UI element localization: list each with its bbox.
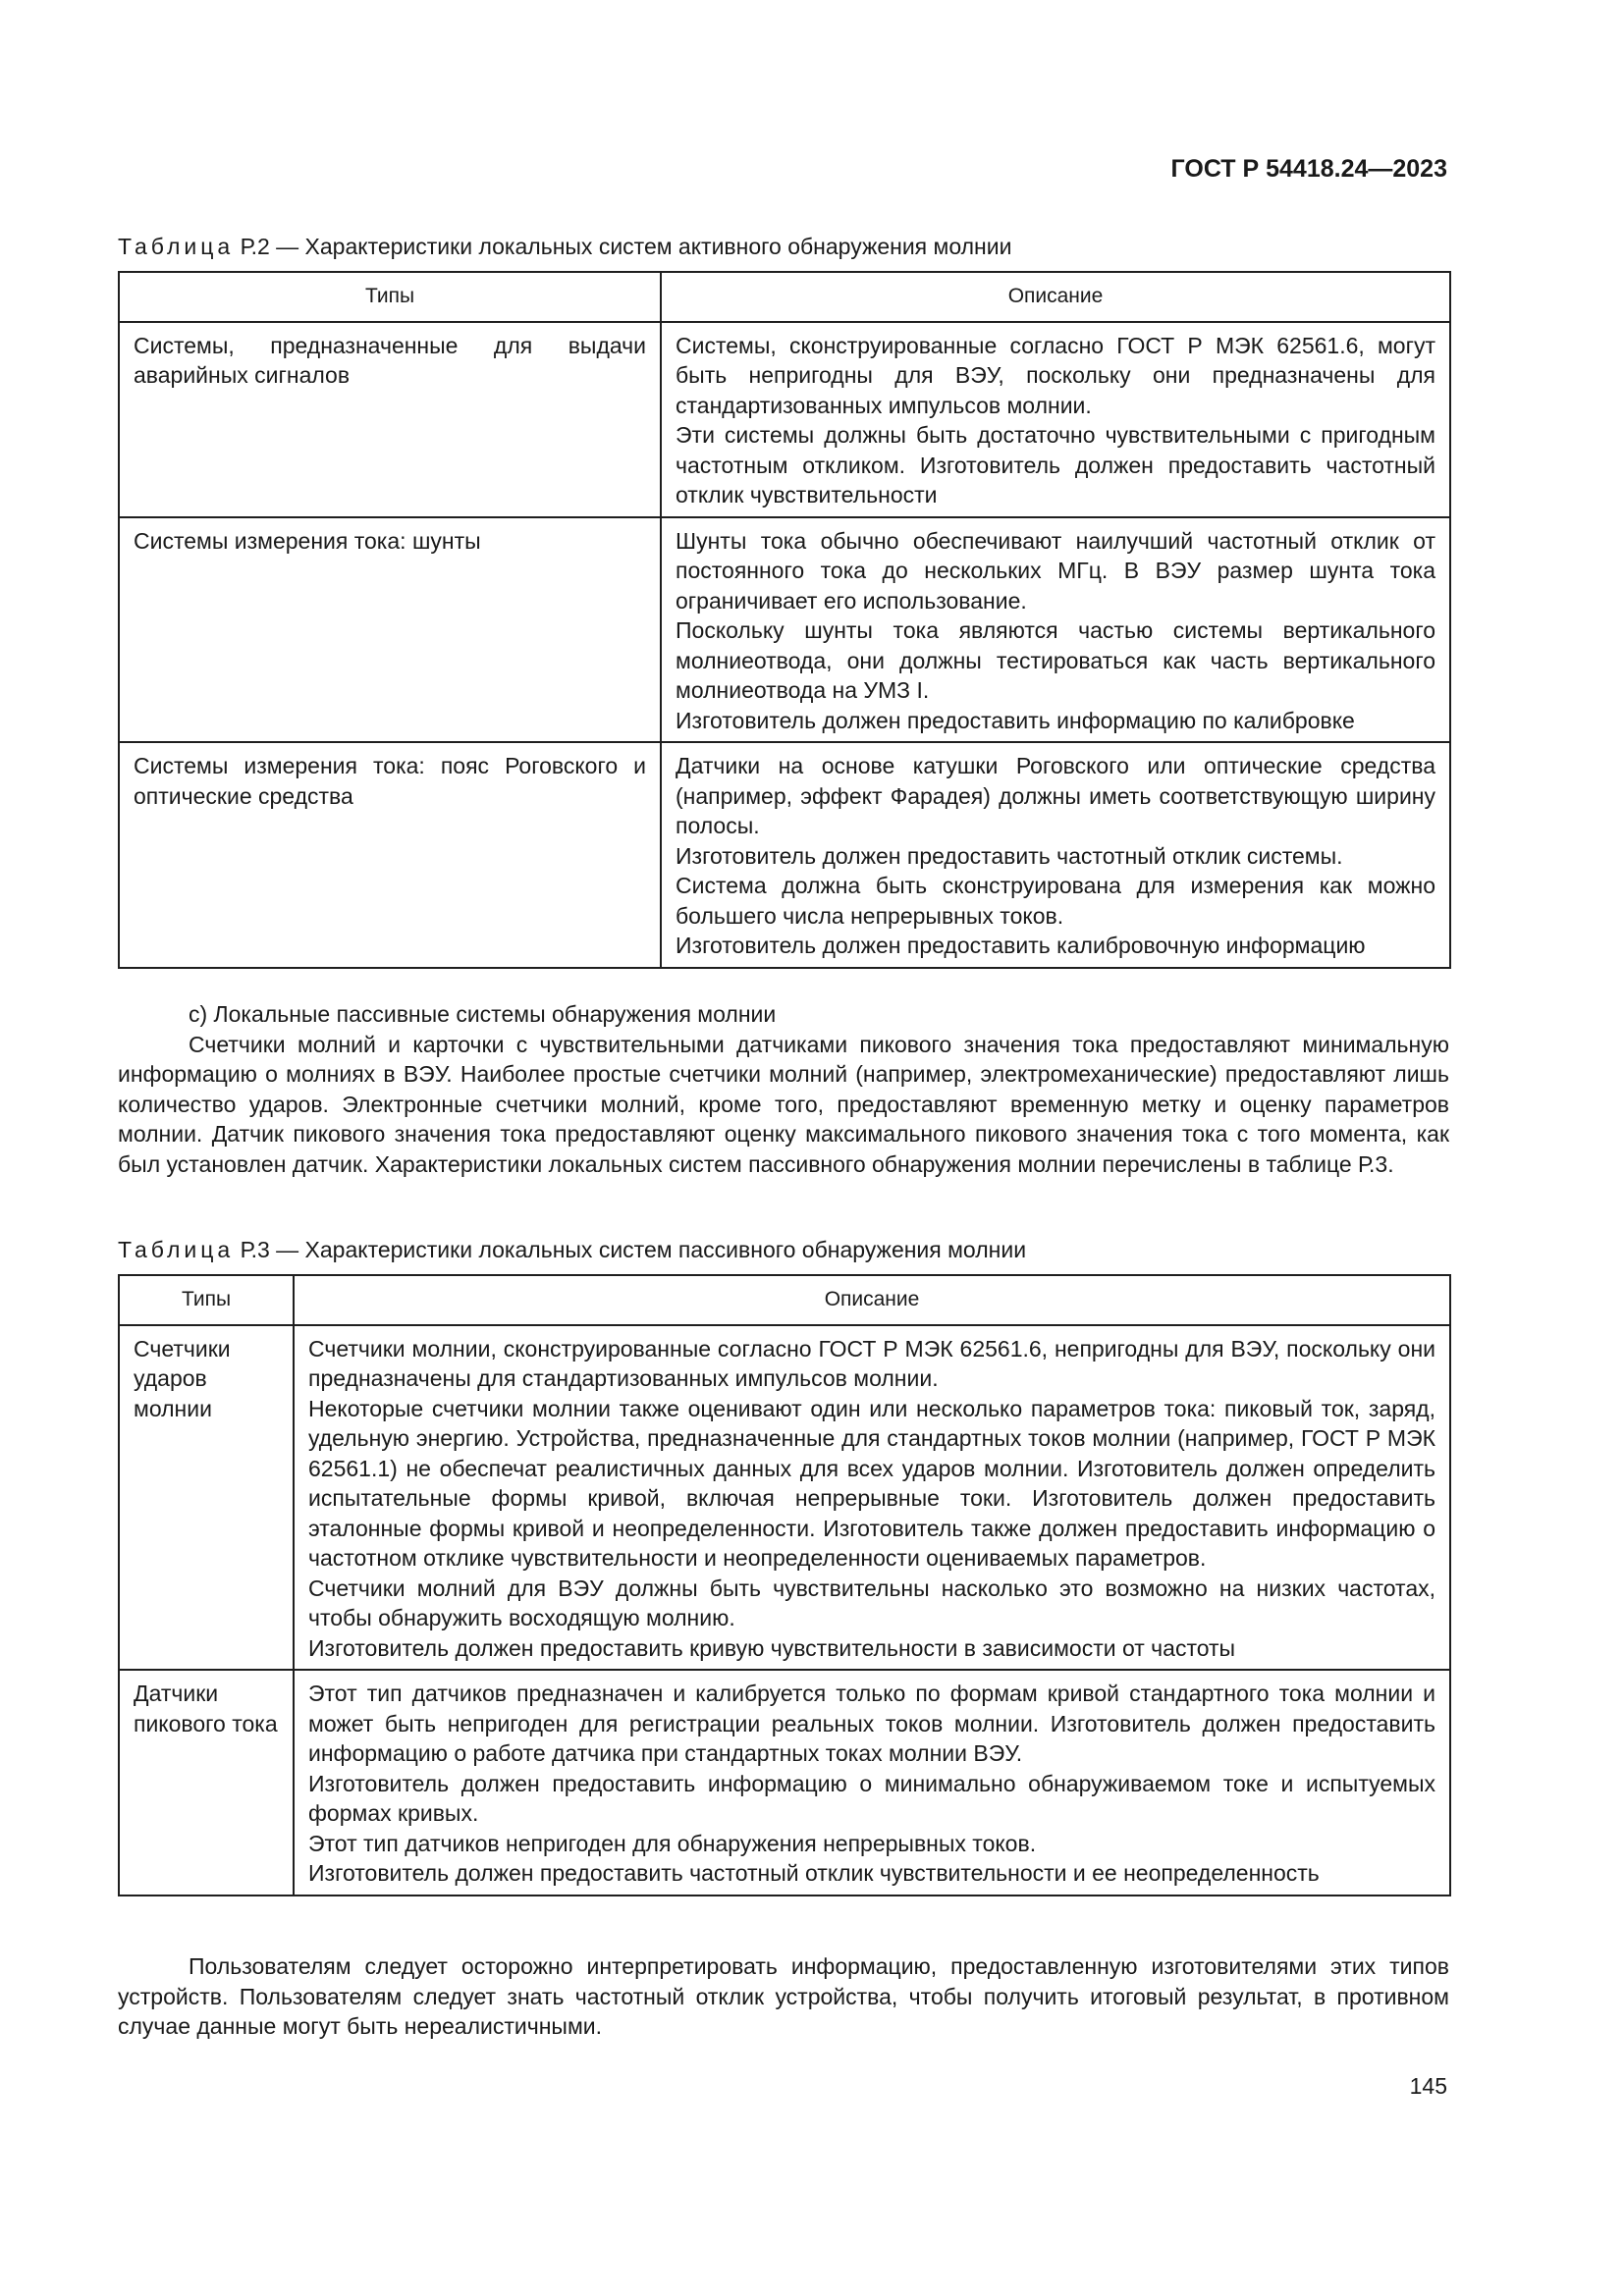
table-row (119, 322, 1450, 517)
description-line: Поскольку шунты тока являются частью системы вертикального молниеотвода, они должны тестироваться как часть вертикального молниеотвода на УМЗ I. (676, 617, 1435, 703)
closing-section (118, 1951, 1449, 2042)
description-line: Датчики на основе катушки Роговского или оптические средства (например, эффект Фарадея) должны иметь соответствующую ширину полосы. (676, 753, 1435, 838)
table-p2-description-cell (661, 517, 1450, 743)
description-line: Изготовитель должен предоставить калибровочную информацию (676, 933, 1366, 958)
description-line: Системы, сконструированные согласно ГОСТ Р МЭК 62561.6, могут быть непригодны для ВЭУ, поскольку они предназначены для стандартизованных импульсов молнии. (676, 332, 1435, 418)
document-id-header: ГОСТ Р 54418.24—2023 (1170, 155, 1447, 183)
table-row (119, 1670, 1450, 1896)
table-p2-description-cell (661, 322, 1450, 517)
table-p2-col-types: Типы (119, 272, 661, 322)
description-line: Счетчики молний для ВЭУ должны быть чувствительны насколько это возможно на низких частотах, чтобы обнаружить восходящую молнию. (308, 1575, 1435, 1630)
closing-paragraph: Пользователям следует осторожно интерпретировать информацию, предоставленную изготовителями этих типов устройств. Пользователям следует знать частотный отклик устройства, чтобы получить итоговый результат, в противном случае данные могут быть нереалистичными. (118, 1953, 1449, 2039)
table-p3-description-cell (294, 1325, 1450, 1671)
section-c (118, 999, 1449, 1179)
table-p3-col-types: Типы (119, 1275, 294, 1325)
description-line: Система должна быть сконструирована для измерения как можно большего числа непрерывных токов. (676, 873, 1435, 929)
table-p3 (118, 1274, 1451, 1896)
description-line: Изготовитель должен предоставить частотный отклик чувствительности и ее неопределенность (308, 1860, 1320, 1886)
description-line: Изготовитель должен предоставить информацию по калибровке (676, 707, 1355, 733)
table-row (119, 517, 1450, 743)
table-p3-description-cell (294, 1670, 1450, 1896)
description-line: Шунты тока обычно обеспечивают наилучший частотный отклик от постоянного тока до нескольких МГц. В ВЭУ размер шунта тока ограничивает его использование. (676, 527, 1435, 614)
description-line: Изготовитель должен предоставить информацию о минимально обнаруживаемом токе и испытуемых формах кривых. (308, 1770, 1435, 1826)
description-line: Изготовитель должен предоставить частотный отклик системы. (676, 842, 1343, 869)
description-line: Некоторые счетчики молнии также оценивают один или несколько параметров тока: пиковый ток, заряд, удельную энергию. Устройства, предназначенные для стандартных токов молнии (например, ГОСТ Р МЭК 62561.1) не обеспечат реалистичных данных для всех ударов молнии. Изготовитель должен определить испытательные формы кривой, включая непрерывные токи. Изготовитель должен предоставить эталонные формы кривой и неопределенности. Изготовитель также должен предоставить информацию о частотном отклике чувствительности и неопределенности оцениваемых параметров. (308, 1395, 1435, 1571)
table-p3-type-cell: Датчики пикового тока (119, 1670, 294, 1896)
table-row (119, 742, 1450, 968)
page-number: 145 (1409, 2073, 1447, 2099)
table-p3-caption (118, 1235, 1026, 1264)
section-c-heading: c) Локальные пассивные системы обнаружения молнии (189, 1001, 777, 1027)
table-p3-type-cell: Счетчики ударов молнии (119, 1325, 294, 1671)
table-p3-header-row (119, 1275, 1450, 1325)
table-p2-type-cell: Системы измерения тока: пояс Роговского и оптические средства (119, 742, 661, 968)
table-p2-caption (118, 232, 1011, 261)
description-line: Этот тип датчиков предназначен и калибруется только по формам кривой стандартного тока молнии и может быть непригоден для регистрации реальных токов молнии. Изготовитель должен предоставить информацию о работе датчика при стандартных токах молнии ВЭУ. (308, 1681, 1435, 1766)
table-p2-header-row (119, 272, 1450, 322)
section-c-paragraph: Счетчики молний и карточки с чувствительными датчиками пикового значения тока предоставляют минимальную информацию о молниях в ВЭУ. Наиболее простые счетчики молний (например, электромеханические) предоставляют лишь количество ударов. Электронные счетчики молний, кроме того, предоставляют временную метку и оценку параметров молнии. Датчик пикового значения тока предоставляют оценку максимального пикового значения тока с того момента, как был установлен датчик. Характеристики локальных систем пассивного обнаружения молнии перечислены в таблице Р.3. (118, 1031, 1449, 1177)
table-p2-description-cell (661, 742, 1450, 968)
description-line: Эти системы должны быть достаточно чувствительными с пригодным частотным откликом. Изготовитель должен предоставить частотный отклик чувствительности (676, 422, 1435, 507)
description-line: Изготовитель должен предоставить кривую чувствительности в зависимости от частоты (308, 1634, 1236, 1661)
table-p2 (118, 271, 1451, 969)
table-row (119, 1325, 1450, 1671)
table-p3-caption-text: Р.3 — Характеристики локальных систем пассивного обнаружения молнии (234, 1237, 1027, 1262)
table-p2-caption-label: Таблица (118, 234, 235, 259)
table-p3-caption-label: Таблица (118, 1237, 235, 1262)
table-p2-caption-text: Р.2 — Характеристики локальных систем активного обнаружения молнии (234, 234, 1012, 259)
description-line: Счетчики молнии, сконструированные согласно ГОСТ Р МЭК 62561.6, непригодны для ВЭУ, поскольку они предназначены для стандартизованных импульсов молнии. (308, 1335, 1435, 1391)
table-p2-col-description: Описание (661, 272, 1450, 322)
table-p2-type-cell: Системы измерения тока: шунты (119, 517, 661, 743)
table-p3-col-description: Описание (294, 1275, 1450, 1325)
description-line: Этот тип датчиков непригоден для обнаружения непрерывных токов. (308, 1830, 1037, 1856)
table-p2-type-cell: Системы, предназначенные для выдачи аварийных сигналов (119, 322, 661, 517)
